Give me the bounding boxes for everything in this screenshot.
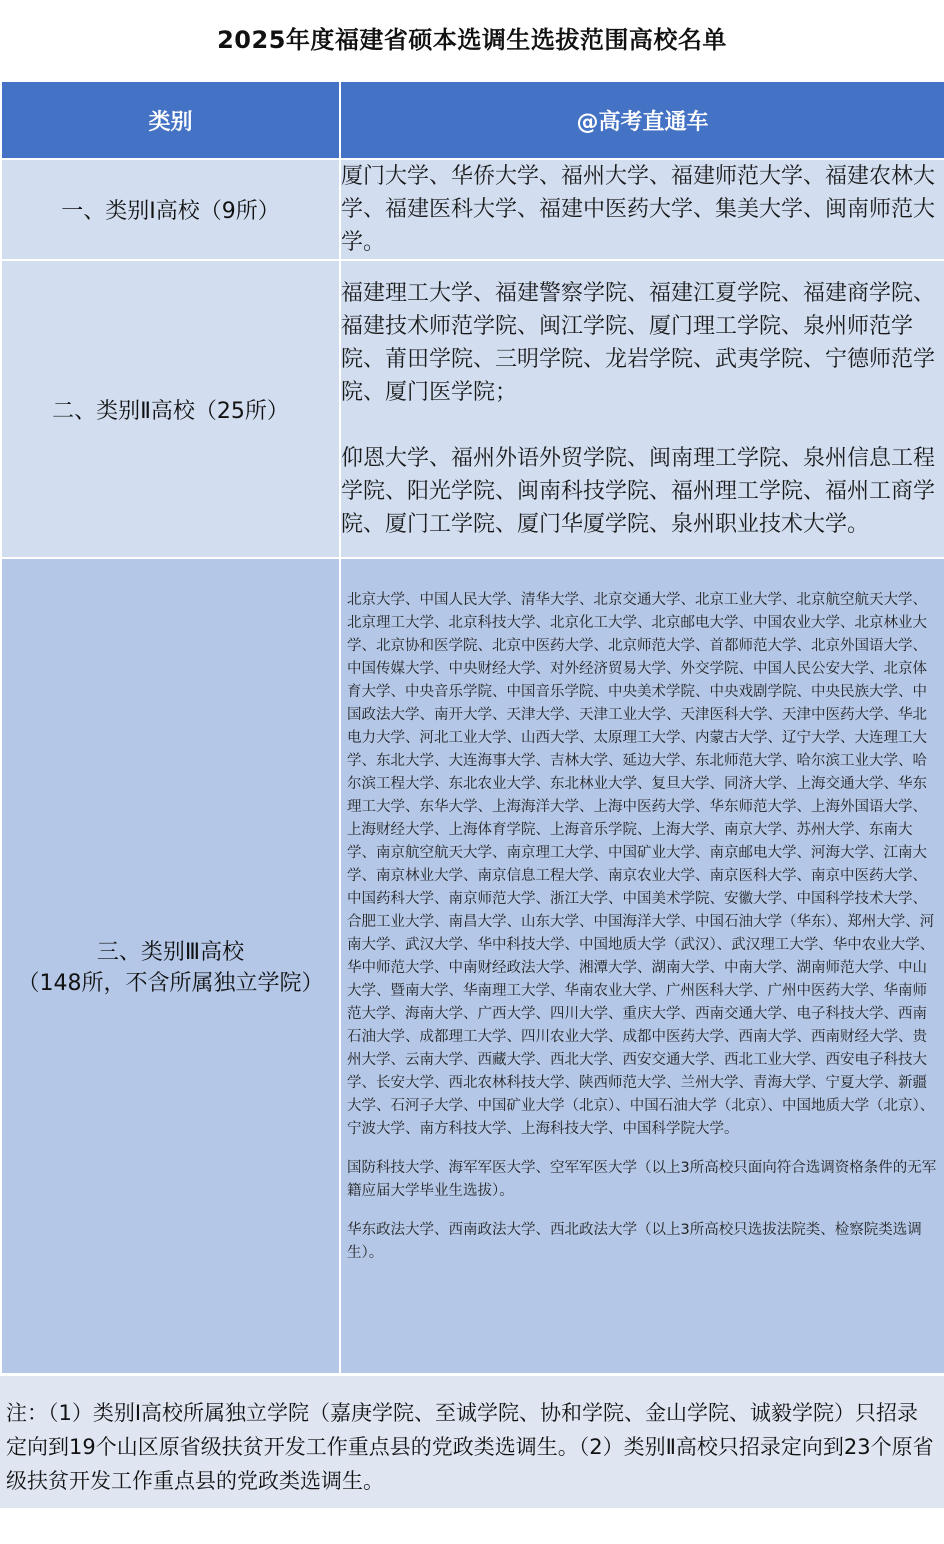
school-list-cell bbox=[340, 558, 944, 1374]
school-list-paragraph: 福建理工大学、福建警察学院、福建江夏学院、福建商学院、福建技术师范学院、闽江学院、厦门理工学院、泉州师范学院、莆田学院、三明学院、龙岩学院、武夷学院、宁德师范学院、厦门医学院； bbox=[341, 281, 936, 405]
page-title: 2025年度福建省硕本选调生选拔范围高校名单 bbox=[217, 26, 727, 54]
table-row bbox=[1, 558, 944, 1374]
footnote: 注：（1）类别Ⅰ高校所属独立学院（嘉庚学院、至诚学院、协和学院、金山学院、诚毅学院）只招录定向到19个山区原省级扶贫开发工作重点县的党政类选调生。（2）类别Ⅱ高校只招录定向到23个原省级扶贫开发工作重点县的党政类选调生。 bbox=[0, 1376, 944, 1508]
header-category: 类别 bbox=[1, 81, 340, 159]
table-row bbox=[1, 260, 944, 558]
school-list-paragraph: 华东政法大学、西南政法大学、西北政法大学（以上3所高校只选拔法院类、检察院类选调生）。 bbox=[347, 1222, 922, 1261]
school-list-paragraph: 仰恩大学、福州外语外贸学院、闽南理工学院、泉州信息工程学院、阳光学院、闽南科技学院、福州理工学院、福州工商学院、厦门工学院、厦门华厦学院、泉州职业技术大学。 bbox=[341, 446, 936, 537]
category-cell: 二、类别Ⅱ高校（25所） bbox=[1, 260, 340, 558]
school-list-paragraph: 北京大学、中国人民大学、清华大学、北京交通大学、北京工业大学、北京航空航天大学、北京理工大学、北京科技大学、北京化工大学、北京邮电大学、中国农业大学、北京林业大学、北京协和医学院、北京中医药大学、北京师范大学、首都师范大学、北京外国语大学、中国传媒大学、中央财经大学、对外经济贸易大学、外交学院、中国人民公安大学、北京体育大学、中央音乐学院、中国音乐学院、中央美术学院、中央戏剧学院、中央民族大学、中国政法大学、南开大学、天津大学、天津工业大学、天津医科大学、天津中医药大学、华北电力大学、河北工业大学、山西大学、太原理工大学、内蒙古大学、辽宁大学、大连理工大学、东北大学、大连海事大学、吉林大学、延边大学、东北师范大学、哈尔滨工业大学、哈尔滨工程大学、东北农业大学、东北林业大学、复旦大学、同济大学、上海交通大学、华东理工大学、东华大学、上海海洋大学、上海中医药大学、华东师范大学、上海外国语大学、上海财经大学、上海体育学院、上海音乐学院、上海大学、南京大学、苏州大学、东南大学、南京航空航天大学、南京理工大学、中国矿业大学、南京邮电大学、河海大学、江南大学、南京林业大学、南京信息工程大学、南京农业大学、南京医科大学、南京中医药大学、中国药科大学、南京师范大学、浙江大学、中国美术学院、安徽大学、中国科学技术大学、合肥工业大学、南昌大学、山东大学、中国海洋大学、中国石油大学（华东）、郑州大学、河南大学、武汉大学、华中科技大学、中国地质大学（武汉）、武汉理工大学、华中农业大学、华中师范大学、中南财经政法大学、湘潭大学、湖南大学、中南大学、湖南师范大学、中山大学、暨南大学、华南理工大学、华南农业大学、广州医科大学、广州中医药大学、华南师范大学、海南大学、广西大学、四川大学、重庆大学、西南交通大学、电子科技大学、西南石油大学、成都理工大学、四川农业大学、成都中医药大学、西南大学、西南财经大学、贵州大学、云南大学、西藏大学、西北大学、西安交通大学、西北工业大学、西安电子科技大学、长安大学、西北农林科技大学、陕西师范大学、兰州大学、青海大学、宁夏大学、新疆大学、石河子大学、中国矿业大学（北京）、中国石油大学（北京）、中国地质大学（北京）、宁波大学、南方科技大学、上海科技大学、中国科学院大学。 bbox=[347, 592, 935, 1137]
category-line: （148所，不含所属独立学院） bbox=[17, 971, 324, 996]
category-cell bbox=[1, 558, 340, 1374]
school-list-cell bbox=[340, 159, 944, 260]
header-watermark-handle: @高考直通车 bbox=[340, 81, 944, 159]
school-list-paragraph: 国防科技大学、海军军医大学、空军军医大学（以上3所高校只面向符合选调资格条件的无军籍应届大学毕业生选拔）。 bbox=[347, 1160, 937, 1199]
school-list-cell bbox=[340, 260, 944, 558]
schools-table bbox=[0, 80, 944, 1375]
category-cell: 一、类别Ⅰ高校（9所） bbox=[1, 159, 340, 260]
school-list-paragraph: 厦门大学、华侨大学、福州大学、福建师范大学、福建农林大学、福建医科大学、福建中医药大学、集美大学、闽南师范大学。 bbox=[341, 164, 936, 255]
table-row bbox=[1, 159, 944, 260]
category-line: 三、类别Ⅲ高校 bbox=[96, 940, 245, 965]
table-header-row bbox=[1, 81, 944, 159]
